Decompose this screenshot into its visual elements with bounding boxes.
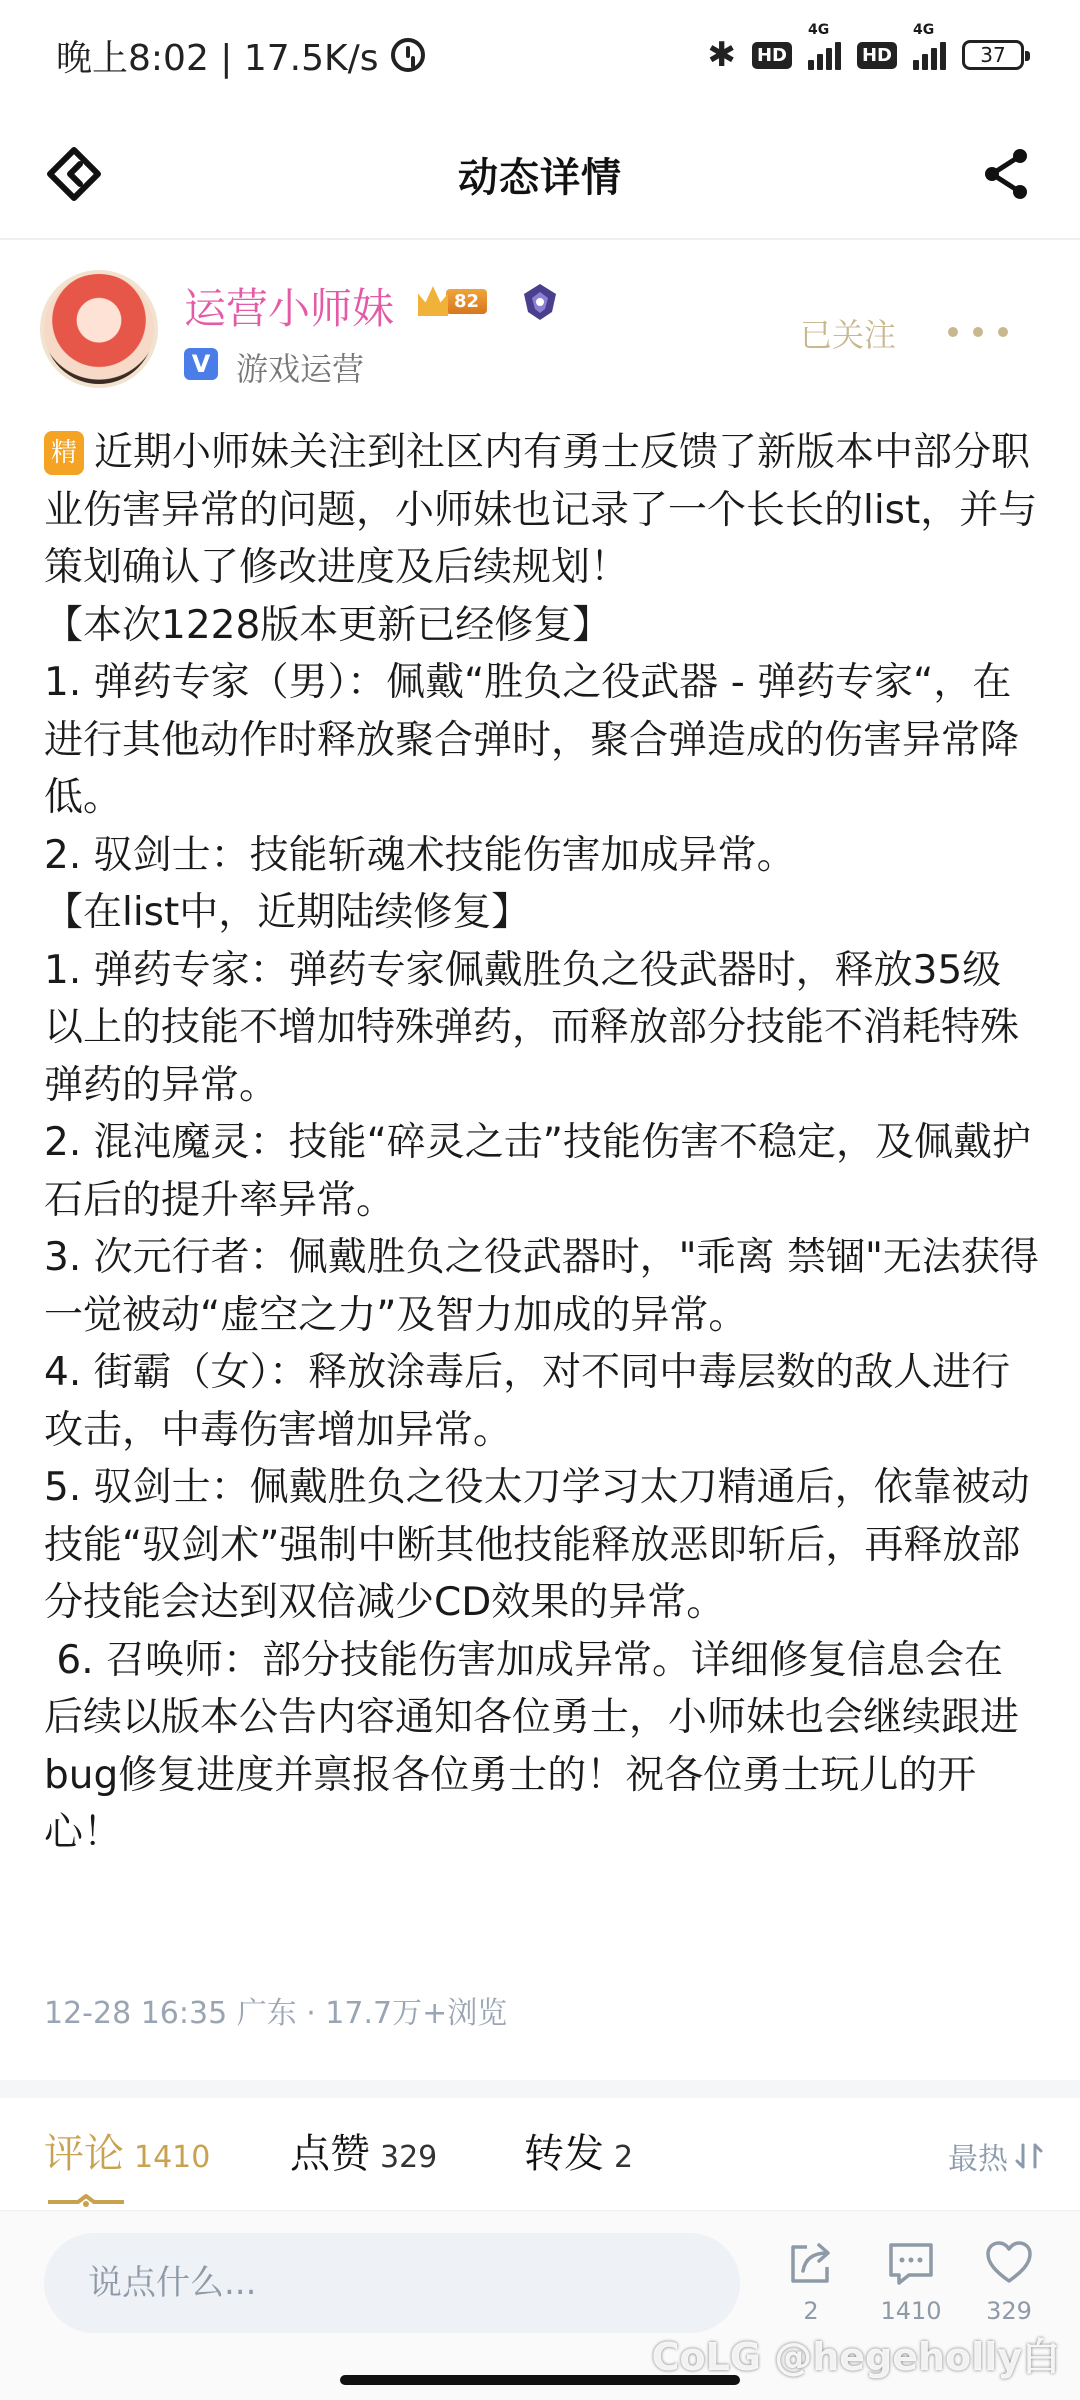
level-badge [418,284,487,318]
verified-icon: V [184,348,218,380]
active-tab-underline [48,2194,124,2210]
avatar[interactable] [40,270,158,388]
watermark: CoLG @hegeholly白 [651,2335,1060,2379]
hd-badge-2: HD [857,42,897,69]
featured-tag: 精 [44,431,84,475]
signal-icon-2 [913,22,946,70]
crown-icon [418,286,448,316]
tab-likes[interactable] [290,2122,437,2179]
rank-emblem-icon [520,282,560,322]
network-type-2: 4G [913,22,935,38]
alarm-icon [391,38,425,72]
post-line-2: 1. 弹药专家（男）：佩戴“胜负之役武器 - 弹药专家“，在进行其他动作时释放聚合弹时，聚合弹造成的伤害异常降低。 [44,660,1020,820]
post-line-7: 3. 次元行者：佩戴胜负之役武器时，"乖离 禁锢"无法获得一觉被动“虚空之力”及智力加成的异常。 [44,1235,1039,1338]
sort-label: 最热 [948,2142,1008,2177]
tab-comments-count: 1410 [134,2140,211,2175]
like-count: 329 [986,2297,1032,2325]
battery-icon [962,40,1024,70]
post-meta: 12-28 16:35 广东 · 17.7万+浏览 [44,1996,508,2031]
comment-input[interactable] [44,2233,740,2333]
forward-action[interactable] [766,2237,856,2325]
status-bar [0,0,1080,110]
status-time: 晚上8:02 | 17.5K/s [56,37,379,79]
app-header [0,110,1080,240]
forward-icon [785,2237,837,2289]
level-number: 82 [446,289,487,314]
back-icon[interactable] [44,144,104,204]
interaction-tabs [0,2098,1080,2210]
forward-count: 2 [803,2297,819,2325]
post-paragraph [44,424,1040,597]
signal-icon-1 [807,22,841,70]
page-title: 动态详情 [458,154,622,201]
post-content [44,424,1040,1862]
comment-count: 1410 [880,2297,942,2325]
heart-icon [983,2237,1035,2289]
sort-icon [1014,2141,1044,2171]
sort-button[interactable] [948,2134,1044,2178]
post-line-9: 5. 驭剑士：佩戴胜负之役太刀学习太刀精通后，依靠被动技能“驭剑术”强制中断其他技能释放恶即斩后，再释放部分技能会达到双倍减少CD效果的异常。 [44,1465,1030,1625]
post-line-8: 4. 街霸（女）：释放涂毒后，对不同中毒层数的敌人进行攻击，中毒伤害增加异常。 [44,1350,1011,1453]
author-name[interactable]: 运营小师妹 [184,284,395,333]
follow-button[interactable]: 已关注 [800,310,896,356]
tab-shares[interactable] [524,2122,633,2179]
tab-shares-label: 转发 [524,2131,604,2177]
like-action[interactable] [964,2237,1054,2325]
section-divider [0,2080,1080,2098]
battery-level: 37 [980,43,1006,67]
post-line-4: 【在list中，近期陆续修复】 [44,890,531,935]
more-options-icon[interactable] [948,322,1008,342]
post-line-6: 2. 混沌魔灵：技能“碎灵之击”技能伤害不稳定，及佩戴护石后的提升率异常。 [44,1120,1032,1223]
tab-comments[interactable] [44,2122,210,2179]
comment-icon [885,2237,937,2289]
share-icon[interactable] [976,144,1036,204]
comment-action[interactable] [866,2237,956,2325]
tab-likes-count: 329 [380,2140,438,2175]
post-line-0: 近期小师妹关注到社区内有勇士反馈了新版本中部分职业伤害异常的问题，小师妹也记录了一个长长的list，并与策划确认了修改进度及后续规划！ [44,430,1038,590]
hd-badge-1: HD [752,42,792,69]
post-line-3: 2. 驭剑士：技能斩魂术技能伤害加成异常。 [44,832,796,878]
author-role: 游戏运营 [236,350,365,388]
post-line-10: 6. 召唤师：部分技能伤害加成异常。详细修复信息会在后续以版本公告内容通知各位勇士，小师妹也会继续跟进bug修复进度并禀报各位勇士的！祝各位勇士玩儿的开心！ [44,1637,1020,1855]
network-type-1: 4G [807,22,830,38]
post-line-1: 【本次1228版本更新已经修复】 [44,602,612,648]
post-line-5: 1. 弹药专家：弹药专家佩戴胜负之役武器时，释放35级以上的技能不增加特殊弹药，而释放部分技能不消耗特殊弹药的异常。 [44,947,1020,1108]
tab-comments-label: 评论 [44,2131,124,2177]
tab-likes-label: 点赞 [290,2131,370,2177]
author-section [40,270,1040,400]
tab-shares-count: 2 [614,2140,634,2175]
bluetooth-icon: ✱ [707,35,736,75]
